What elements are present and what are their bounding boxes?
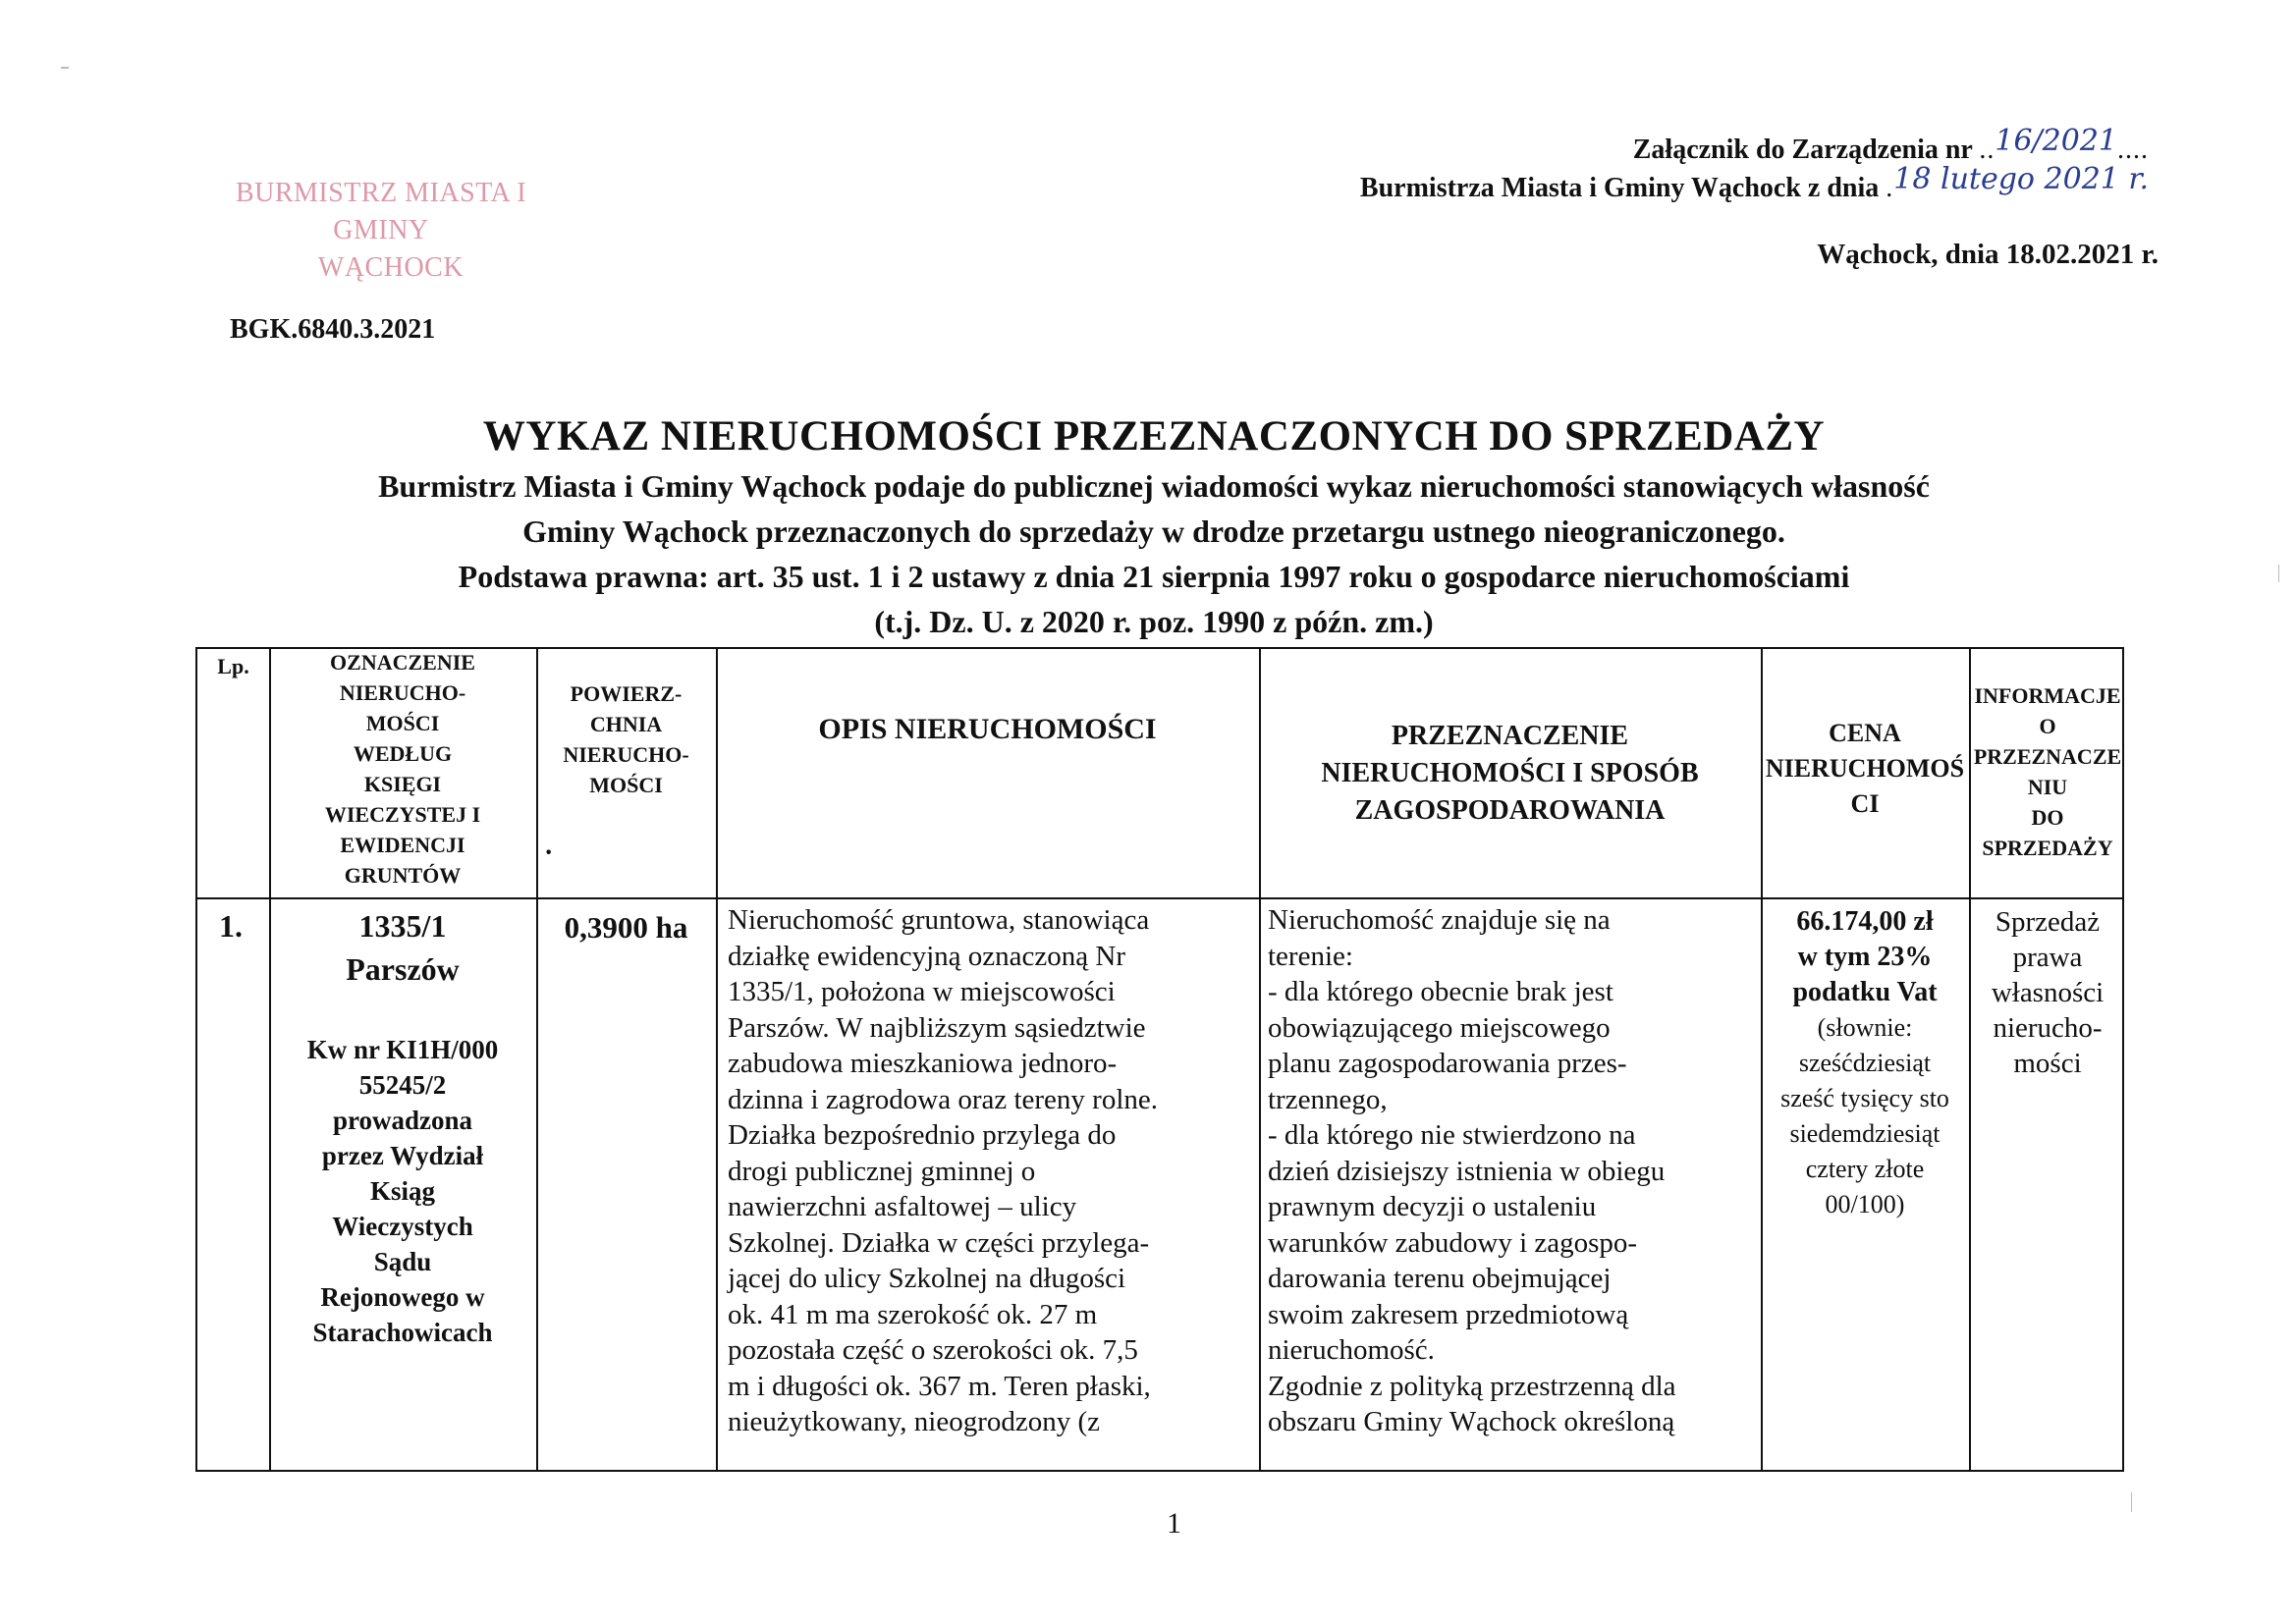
header-purpose: PRZEZNACZENIE NIERUCHOMOŚCI I SPOSÓB ZAGOSPODAROWANIA [1321, 721, 1699, 826]
subtitle-line-3: Podstawa prawna: art. 35 ust. 1 i 2 ustawy z dnia 21 sierpnia 1997 roku o gospodarce nieruchomościami [458, 559, 1850, 594]
row-info: Sprzedaż prawa własności nierucho- mości [1991, 906, 2105, 1079]
property-table [195, 647, 2124, 1472]
attachment-line-2: Burmistrza Miasta i Gminy Wąchock z dnia .18 lutego 2021 r. [1359, 162, 2149, 203]
header-lp: Lp. [217, 654, 249, 678]
header-area-mark: · [544, 838, 554, 868]
row-price [1761, 904, 1969, 1222]
office-stamp [194, 175, 568, 287]
row-description: Nieruchomość gruntowa, stanowiąca działkę ewidencyjną oznaczoną Nr 1335/1, położona w miejscowości Parszów. W najbliższym sąsiedztwie zabudowa mieszkaniowa jednoro- dzinna i zagrodowa oraz tereny rolne. Działka bezpośrednio przylega do drogi publicznej gminnej o nawierzchni asfaltowej – ulicy Szkolnej. Działka w części przylega- jącej do ulicy Szkolnej na długości ok. 41 m ma szerokość ok. 27 m pozostała część o szerokości ok. 7,5 m i długości ok. 367 m. Teren płaski, nieużytkowany, nieogrodzony (z [728, 904, 1159, 1437]
subtitle-line-2: Gminy Wąchock przeznaczonych do sprzedaży w drodze przetargu ustnego nieograniczonego. [522, 514, 1785, 549]
attachment-line-1: Załącznik do Zarządzenia nr ..16/2021.... [1632, 124, 2149, 165]
place-and-date: Wąchock, dnia 18.02.2021 r. [1817, 239, 2159, 270]
subtitle-line-1: Burmistrz Miasta i Gminy Wąchock podaje do publicznej wiadomości wykaz nieruchomości stanowiących własność [378, 468, 1930, 504]
scan-mark [61, 67, 69, 69]
title-block [226, 410, 2082, 644]
handwritten-date: 18 lutego 2021 r. [1893, 162, 2149, 196]
row-area: 0,3900 ha [564, 910, 688, 945]
row-purpose: Nieruchomość znajduje się na terenie: - dla którego obecnie brak jest obowiązującego miejscowego planu zagospodarowania przes- trzennego, - dla którego nie stwierdzono na dzień dzisiejszy istnienia w obiegu prawnym decyzji o ustaleniu warunków zabudowy i zagospo- darowania terenu obejmującej swoim zakresem przedmiotową nieruchomość. Zgodnie z polityką przestrzenną dla obszaru Gminy Wąchock określoną [1268, 904, 1676, 1437]
page-number: 1 [1167, 1507, 1181, 1540]
table-divider [197, 897, 2122, 899]
table-divider [716, 649, 718, 1470]
attachment-line-2-text: Burmistrza Miasta i Gminy Wąchock z dnia [1359, 173, 1880, 203]
handwritten-order-number: 16/2021 [1995, 124, 2117, 158]
document-title: WYKAZ NIERUCHOMOŚCI PRZEZNACZONYCH DO SPRZEDAŻY [482, 413, 1826, 460]
attachment-header [1359, 124, 2149, 207]
row-lp: 1. [219, 908, 243, 944]
land-register: Kw nr KI1H/000 55245/2 prowadzona przez Wydział Ksiąg Wieczystych Sądu Rejonowego w Starachowicach [306, 1035, 499, 1347]
attachment-line-1-text: Załącznik do Zarządzenia nr [1632, 135, 1973, 165]
row-designation [269, 904, 536, 1350]
header-description: OPIS NIERUCHOMOŚCI [818, 713, 1157, 745]
scan-mark [2131, 1492, 2132, 1512]
subtitle-line-4: (t.j. Dz. U. z 2020 r. poz. 1990 z późn. zm.) [874, 604, 1434, 639]
header-area: POWIERZ- CHNIA NIERUCHO- MOŚCI [563, 681, 689, 797]
header-info: INFORMACJE O PRZEZNACZE NIU DO SPRZEDAŻY [1973, 683, 2122, 860]
header-price: CENA NIERUCHOMOŚ CI [1765, 719, 1965, 818]
reference-number: BGK.6840.3.2021 [230, 314, 436, 345]
parcel-number: 1335/1 [358, 908, 447, 944]
header-designation: OZNACZENIE NIERUCHO- MOŚCI WEDŁUG KSIĘGI WIECZYSTEJ I EWIDENCJI GRUNTÓW [324, 650, 481, 888]
scan-mark [2278, 565, 2279, 582]
locality: Parszów [346, 951, 460, 987]
stamp-line-1: BURMISTRZ MIASTA I GMINY [235, 178, 527, 245]
price-in-words: (słownie: sześćdziesiąt sześć tysięcy sto siedemdziesiąt cztery złote 00/100) [1780, 1013, 1949, 1218]
price-amount: 66.174,00 zł w tym 23% podatku Vat [1792, 906, 1938, 1007]
stamp-line-2: WĄCHOCK [317, 252, 465, 283]
